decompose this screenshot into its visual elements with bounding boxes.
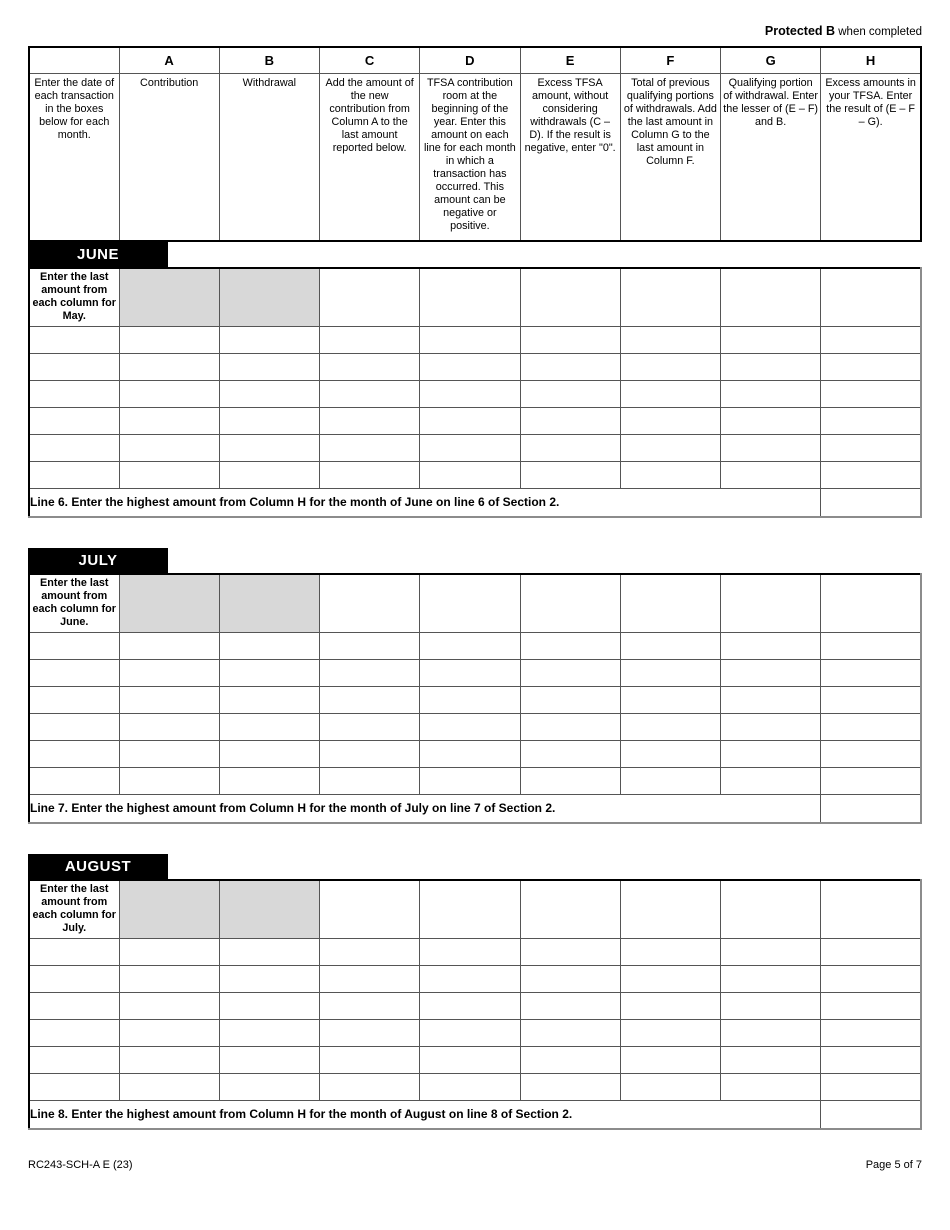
amount-entry-cell-b[interactable]: [219, 326, 319, 353]
amount-entry-cell-f[interactable]: [620, 407, 720, 434]
amount-entry-cell-c[interactable]: [320, 992, 420, 1019]
month-section-june: [28, 242, 922, 518]
shaded-carry-cell-a: [119, 880, 219, 938]
transaction-row: [29, 1019, 921, 1046]
amount-entry-cell-d[interactable]: [420, 1019, 520, 1046]
carry-amount-cell-d[interactable]: [420, 880, 520, 938]
carry-amount-cell-d[interactable]: [420, 574, 520, 632]
amount-entry-cell-f[interactable]: [620, 434, 720, 461]
amount-entry-cell-g[interactable]: [721, 461, 821, 488]
month-section-august: [28, 854, 922, 1130]
amount-entry-cell-g[interactable]: [721, 1046, 821, 1073]
transaction-row: [29, 632, 921, 659]
month-table-august: [28, 879, 922, 1130]
date-entry-cell[interactable]: [29, 992, 119, 1019]
amount-entry-cell-g[interactable]: [721, 938, 821, 965]
transaction-row: [29, 380, 921, 407]
line-instruction-text: Line 7. Enter the highest amount from Column H for the month of July on line 7 of Section 2.: [29, 794, 821, 823]
amount-entry-cell-h[interactable]: [821, 1046, 921, 1073]
line-instruction-text: Line 8. Enter the highest amount from Column H for the month of August on line 8 of Section 2.: [29, 1100, 821, 1129]
column-letter-b: B: [219, 47, 319, 73]
column-c-description: Add the amount of the new contribution from Column A to the last amount reported below.: [320, 73, 420, 241]
date-entry-cell[interactable]: [29, 434, 119, 461]
amount-entry-cell-f[interactable]: [620, 659, 720, 686]
column-h-description: Excess amounts in your TFSA. Enter the result of (E – F – G).: [821, 73, 921, 241]
section-gap: [28, 824, 922, 854]
carry-amount-cell-e[interactable]: [520, 268, 620, 326]
carry-amount-cell-d[interactable]: [420, 268, 520, 326]
amount-entry-cell-d[interactable]: [420, 380, 520, 407]
amount-entry-cell-b[interactable]: [219, 740, 319, 767]
date-entry-cell[interactable]: [29, 461, 119, 488]
amount-entry-cell-c[interactable]: [320, 461, 420, 488]
amount-entry-cell-c[interactable]: [320, 938, 420, 965]
amount-entry-cell-g[interactable]: [721, 434, 821, 461]
amount-entry-cell-d[interactable]: [420, 326, 520, 353]
amount-entry-cell-a[interactable]: [119, 326, 219, 353]
carry-forward-row: [29, 574, 921, 632]
amount-entry-cell-c[interactable]: [320, 740, 420, 767]
column-h-total-input[interactable]: [821, 1100, 921, 1129]
amount-entry-cell-c[interactable]: [320, 1073, 420, 1100]
amount-entry-cell-g[interactable]: [721, 659, 821, 686]
amount-entry-cell-d[interactable]: [420, 713, 520, 740]
amount-entry-cell-d[interactable]: [420, 992, 520, 1019]
amount-entry-cell-e[interactable]: [520, 461, 620, 488]
amount-entry-cell-e[interactable]: [520, 713, 620, 740]
carry-forward-label: Enter the last amount from each column for May.: [29, 268, 119, 326]
carry-amount-cell-e[interactable]: [520, 880, 620, 938]
column-letter-f: F: [620, 47, 720, 73]
amount-entry-cell-b[interactable]: [219, 434, 319, 461]
column-letter-h: H: [821, 47, 921, 73]
amount-entry-cell-g[interactable]: [721, 632, 821, 659]
amount-entry-cell-d[interactable]: [420, 686, 520, 713]
amount-entry-cell-f[interactable]: [620, 1046, 720, 1073]
date-entry-cell[interactable]: [29, 659, 119, 686]
amount-entry-cell-f[interactable]: [620, 353, 720, 380]
amount-entry-cell-e[interactable]: [520, 740, 620, 767]
amount-entry-cell-a[interactable]: [119, 1019, 219, 1046]
amount-entry-cell-b[interactable]: [219, 407, 319, 434]
amount-entry-cell-a[interactable]: [119, 632, 219, 659]
column-letter-c: C: [320, 47, 420, 73]
amount-entry-cell-a[interactable]: [119, 353, 219, 380]
amount-entry-cell-g[interactable]: [721, 686, 821, 713]
carry-amount-cell-f[interactable]: [620, 880, 720, 938]
amount-entry-cell-e[interactable]: [520, 659, 620, 686]
amount-entry-cell-e[interactable]: [520, 434, 620, 461]
amount-entry-cell-b[interactable]: [219, 992, 319, 1019]
shaded-carry-cell-a: [119, 574, 219, 632]
transaction-row: [29, 461, 921, 488]
amount-entry-cell-f[interactable]: [620, 740, 720, 767]
amount-entry-cell-a[interactable]: [119, 686, 219, 713]
amount-entry-cell-d[interactable]: [420, 767, 520, 794]
amount-entry-cell-e[interactable]: [520, 326, 620, 353]
carry-amount-cell-e[interactable]: [520, 574, 620, 632]
amount-entry-cell-b[interactable]: [219, 1019, 319, 1046]
protected-b-label: [28, 24, 922, 38]
transaction-row: [29, 686, 921, 713]
amount-entry-cell-c[interactable]: [320, 434, 420, 461]
amount-entry-cell-h[interactable]: [821, 965, 921, 992]
column-a-description: Contribution: [119, 73, 219, 241]
amount-entry-cell-d[interactable]: [420, 407, 520, 434]
amount-entry-cell-c[interactable]: [320, 632, 420, 659]
amount-entry-cell-h[interactable]: [821, 686, 921, 713]
carry-amount-cell-h[interactable]: [821, 574, 921, 632]
carry-amount-cell-f[interactable]: [620, 574, 720, 632]
amount-entry-cell-h[interactable]: [821, 434, 921, 461]
transaction-row: [29, 767, 921, 794]
date-column-description: Enter the date of each transaction in the boxes below for each month.: [29, 73, 119, 241]
amount-entry-cell-a[interactable]: [119, 434, 219, 461]
amount-entry-cell-c[interactable]: [320, 1019, 420, 1046]
line-instruction-row: [29, 1100, 921, 1129]
amount-entry-cell-f[interactable]: [620, 326, 720, 353]
amount-entry-cell-f[interactable]: [620, 767, 720, 794]
column-description-row: [29, 73, 921, 241]
transaction-row: [29, 938, 921, 965]
amount-entry-cell-b[interactable]: [219, 767, 319, 794]
amount-entry-cell-c[interactable]: [320, 713, 420, 740]
column-g-description: Qualifying portion of withdrawal. Enter the lesser of (E – F) and B.: [721, 73, 821, 241]
amount-entry-cell-f[interactable]: [620, 965, 720, 992]
date-entry-cell[interactable]: [29, 740, 119, 767]
amount-entry-cell-f[interactable]: [620, 1073, 720, 1100]
line-instruction-row: [29, 794, 921, 823]
amount-entry-cell-d[interactable]: [420, 938, 520, 965]
amount-entry-cell-b[interactable]: [219, 686, 319, 713]
month-section-july: [28, 548, 922, 824]
amount-entry-cell-g[interactable]: [721, 713, 821, 740]
form-number: RC243-SCH-A E (23): [28, 1159, 133, 1171]
column-letter-a: A: [119, 47, 219, 73]
amount-entry-cell-h[interactable]: [821, 1073, 921, 1100]
amount-entry-cell-d[interactable]: [420, 740, 520, 767]
amount-entry-cell-a[interactable]: [119, 380, 219, 407]
line-instruction-text: Line 6. Enter the highest amount from Column H for the month of June on line 6 of Section 2.: [29, 488, 821, 517]
carry-amount-cell-g[interactable]: [721, 574, 821, 632]
amount-entry-cell-a[interactable]: [119, 407, 219, 434]
column-d-description: TFSA contribution room at the beginning of the year. Enter this amount on each line for each month in which a transaction has occurred. This amount can be negative or positive.: [420, 73, 520, 241]
carry-amount-cell-c[interactable]: [320, 880, 420, 938]
amount-entry-cell-b[interactable]: [219, 713, 319, 740]
carry-forward-label: Enter the last amount from each column for July.: [29, 880, 119, 938]
amount-entry-cell-c[interactable]: [320, 353, 420, 380]
transaction-row: [29, 713, 921, 740]
column-h-total-input[interactable]: [821, 488, 921, 517]
column-e-description: Excess TFSA amount, without considering withdrawals (C – D). If the result is negative, enter "0".: [520, 73, 620, 241]
amount-entry-cell-b[interactable]: [219, 632, 319, 659]
amount-entry-cell-a[interactable]: [119, 938, 219, 965]
protected-b-bold: Protected B: [764, 24, 836, 38]
amount-entry-cell-a[interactable]: [119, 713, 219, 740]
carry-amount-cell-f[interactable]: [620, 268, 720, 326]
date-entry-cell[interactable]: [29, 353, 119, 380]
line-instruction-row: [29, 488, 921, 517]
page-number: Page 5 of 7: [865, 1159, 922, 1171]
amount-entry-cell-g[interactable]: [721, 380, 821, 407]
transaction-row: [29, 992, 921, 1019]
amount-entry-cell-e[interactable]: [520, 965, 620, 992]
amount-entry-cell-h[interactable]: [821, 713, 921, 740]
amount-entry-cell-e[interactable]: [520, 938, 620, 965]
date-entry-cell[interactable]: [29, 407, 119, 434]
transaction-row: [29, 353, 921, 380]
transaction-row: [29, 1046, 921, 1073]
column-b-description: Withdrawal: [219, 73, 319, 241]
column-f-description: Total of previous qualifying portions of withdrawals. Add the last amount in Column G to the last amount in Column F.: [620, 73, 720, 241]
date-entry-cell[interactable]: [29, 1073, 119, 1100]
shaded-carry-cell-b: [219, 574, 319, 632]
amount-entry-cell-c[interactable]: [320, 659, 420, 686]
amount-entry-cell-e[interactable]: [520, 686, 620, 713]
column-letter-row: [29, 47, 921, 73]
amount-entry-cell-h[interactable]: [821, 353, 921, 380]
amount-entry-cell-a[interactable]: [119, 965, 219, 992]
amount-entry-cell-h[interactable]: [821, 461, 921, 488]
protected-b-suffix: when completed: [835, 26, 922, 38]
carry-amount-cell-g[interactable]: [721, 880, 821, 938]
amount-entry-cell-c[interactable]: [320, 380, 420, 407]
amount-entry-cell-f[interactable]: [620, 938, 720, 965]
amount-entry-cell-c[interactable]: [320, 1046, 420, 1073]
date-entry-cell[interactable]: [29, 767, 119, 794]
amount-entry-cell-g[interactable]: [721, 965, 821, 992]
amount-entry-cell-b[interactable]: [219, 938, 319, 965]
shaded-carry-cell-a: [119, 268, 219, 326]
amount-entry-cell-e[interactable]: [520, 1073, 620, 1100]
amount-entry-cell-e[interactable]: [520, 407, 620, 434]
amount-entry-cell-b[interactable]: [219, 1073, 319, 1100]
month-sections: [28, 242, 922, 1130]
transaction-row: [29, 326, 921, 353]
month-table-july: [28, 573, 922, 824]
amount-entry-cell-a[interactable]: [119, 1046, 219, 1073]
amount-entry-cell-e[interactable]: [520, 1019, 620, 1046]
amount-entry-cell-f[interactable]: [620, 992, 720, 1019]
amount-entry-cell-g[interactable]: [721, 992, 821, 1019]
amount-entry-cell-c[interactable]: [320, 407, 420, 434]
month-header-june: JUNE: [28, 242, 168, 267]
amount-entry-cell-b[interactable]: [219, 353, 319, 380]
amount-entry-cell-b[interactable]: [219, 965, 319, 992]
amount-entry-cell-d[interactable]: [420, 1073, 520, 1100]
amount-entry-cell-h[interactable]: [821, 992, 921, 1019]
month-header-august: AUGUST: [28, 854, 168, 879]
carry-amount-cell-g[interactable]: [721, 268, 821, 326]
date-entry-cell[interactable]: [29, 713, 119, 740]
carry-amount-cell-h[interactable]: [821, 268, 921, 326]
transaction-row: [29, 659, 921, 686]
date-entry-cell[interactable]: [29, 1046, 119, 1073]
amount-entry-cell-b[interactable]: [219, 1046, 319, 1073]
transaction-row: [29, 740, 921, 767]
amount-entry-cell-f[interactable]: [620, 686, 720, 713]
section-gap: [28, 518, 922, 548]
amount-entry-cell-h[interactable]: [821, 632, 921, 659]
column-letter-d: D: [420, 47, 520, 73]
amount-entry-cell-f[interactable]: [620, 1019, 720, 1046]
carry-amount-cell-h[interactable]: [821, 880, 921, 938]
column-header-table: [28, 46, 922, 242]
amount-entry-cell-f[interactable]: [620, 380, 720, 407]
amount-entry-cell-a[interactable]: [119, 1073, 219, 1100]
amount-entry-cell-h[interactable]: [821, 740, 921, 767]
carry-forward-row: [29, 880, 921, 938]
amount-entry-cell-g[interactable]: [721, 740, 821, 767]
amount-entry-cell-g[interactable]: [721, 1073, 821, 1100]
amount-entry-cell-h[interactable]: [821, 767, 921, 794]
transaction-row: [29, 1073, 921, 1100]
amount-entry-cell-c[interactable]: [320, 686, 420, 713]
carry-amount-cell-c[interactable]: [320, 268, 420, 326]
amount-entry-cell-a[interactable]: [119, 992, 219, 1019]
amount-entry-cell-b[interactable]: [219, 380, 319, 407]
amount-entry-cell-d[interactable]: [420, 353, 520, 380]
date-entry-cell[interactable]: [29, 1019, 119, 1046]
amount-entry-cell-a[interactable]: [119, 740, 219, 767]
column-letter-e: E: [520, 47, 620, 73]
shaded-carry-cell-b: [219, 268, 319, 326]
amount-entry-cell-d[interactable]: [420, 632, 520, 659]
amount-entry-cell-h[interactable]: [821, 938, 921, 965]
amount-entry-cell-e[interactable]: [520, 767, 620, 794]
amount-entry-cell-e[interactable]: [520, 992, 620, 1019]
amount-entry-cell-c[interactable]: [320, 767, 420, 794]
carry-amount-cell-c[interactable]: [320, 574, 420, 632]
date-entry-cell[interactable]: [29, 965, 119, 992]
carry-forward-label: Enter the last amount from each column for June.: [29, 574, 119, 632]
amount-entry-cell-a[interactable]: [119, 659, 219, 686]
month-table-june: [28, 267, 922, 518]
amount-entry-cell-g[interactable]: [721, 407, 821, 434]
amount-entry-cell-h[interactable]: [821, 407, 921, 434]
date-entry-cell[interactable]: [29, 380, 119, 407]
amount-entry-cell-d[interactable]: [420, 461, 520, 488]
amount-entry-cell-h[interactable]: [821, 326, 921, 353]
amount-entry-cell-e[interactable]: [520, 353, 620, 380]
amount-entry-cell-f[interactable]: [620, 713, 720, 740]
column-h-total-input[interactable]: [821, 794, 921, 823]
date-entry-cell[interactable]: [29, 938, 119, 965]
amount-entry-cell-e[interactable]: [520, 380, 620, 407]
amount-entry-cell-e[interactable]: [520, 1046, 620, 1073]
amount-entry-cell-g[interactable]: [721, 1019, 821, 1046]
transaction-row: [29, 407, 921, 434]
amount-entry-cell-h[interactable]: [821, 659, 921, 686]
month-header-july: JULY: [28, 548, 168, 573]
amount-entry-cell-d[interactable]: [420, 659, 520, 686]
amount-entry-cell-d[interactable]: [420, 965, 520, 992]
transaction-row: [29, 965, 921, 992]
amount-entry-cell-f[interactable]: [620, 632, 720, 659]
amount-entry-cell-f[interactable]: [620, 461, 720, 488]
amount-entry-cell-b[interactable]: [219, 461, 319, 488]
amount-entry-cell-h[interactable]: [821, 380, 921, 407]
header-corner-cell: [29, 47, 119, 73]
amount-entry-cell-g[interactable]: [721, 353, 821, 380]
carry-forward-row: [29, 268, 921, 326]
amount-entry-cell-h[interactable]: [821, 1019, 921, 1046]
amount-entry-cell-d[interactable]: [420, 1046, 520, 1073]
amount-entry-cell-a[interactable]: [119, 461, 219, 488]
amount-entry-cell-c[interactable]: [320, 326, 420, 353]
amount-entry-cell-a[interactable]: [119, 767, 219, 794]
amount-entry-cell-g[interactable]: [721, 326, 821, 353]
date-entry-cell[interactable]: [29, 686, 119, 713]
date-entry-cell[interactable]: [29, 326, 119, 353]
amount-entry-cell-b[interactable]: [219, 659, 319, 686]
shaded-carry-cell-b: [219, 880, 319, 938]
transaction-row: [29, 434, 921, 461]
column-letter-g: G: [721, 47, 821, 73]
amount-entry-cell-g[interactable]: [721, 767, 821, 794]
page-footer: [28, 1159, 922, 1171]
form-page: [28, 0, 922, 1171]
amount-entry-cell-e[interactable]: [520, 632, 620, 659]
date-entry-cell[interactable]: [29, 632, 119, 659]
amount-entry-cell-d[interactable]: [420, 434, 520, 461]
amount-entry-cell-c[interactable]: [320, 965, 420, 992]
